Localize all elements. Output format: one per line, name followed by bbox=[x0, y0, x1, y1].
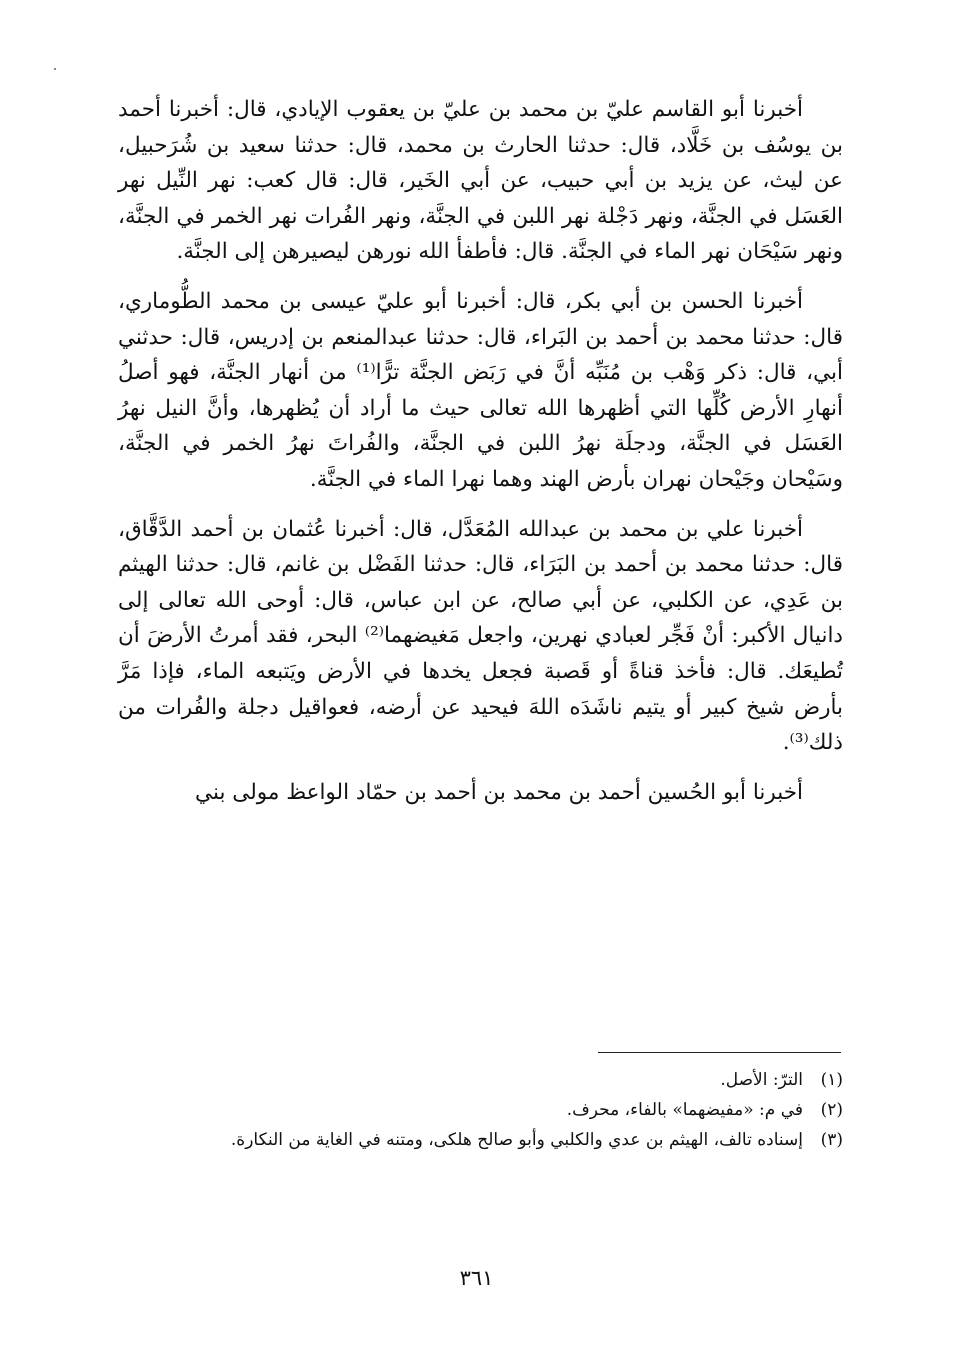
paragraph-1: أخبرنا أبو القاسم عليّ بن محمد بن عليّ بن يعقوب الإيادي، قال: أخبرنا أحمد بن يوسُف بن خَلَّاد، قال: حدثنا الحارث بن محمد، قال: حدثنا سعيد بن شُرَحبيل، عن ليث، عن يزيد بن أبي حبيب، عن أبي الخَير، قال: قال كعب: نهر النِّيل نهر العَسَل في الجنَّة، ونهر دَجْلة نهر اللبن في الجنَّة، ونهر الفُرات نهر الخمر في الجنَّة، ونهر سَيْحَان نهر الماء في الجنَّة. قال: فأطفأ الله نورهن ليصيرهن إلى الجنَّة. bbox=[118, 97, 843, 265]
scan-speck bbox=[54, 68, 56, 70]
footnote-3 bbox=[118, 1125, 843, 1155]
footnote-text: في م: «مفيضهما» بالفاء، محرف. bbox=[566, 1100, 803, 1120]
paragraph-2: أخبرنا الحسن بن أبي بكر، قال: أخبرنا أبو عليّ عيسى بن محمد الطُّوماري، قال: حدثنا محمد بن أحمد بن البَراء، قال: حدثنا عبدالمنعم بن إدريس، قال: حدثني أبي، قال: ذكر وَهْب بن مُنَبِّه أنَّ في رَبَض الجنَّة ترًّا⁽¹⁾ من أنهار الجنَّة، فهو أصلُ أنهارِ الأرض كُلِّها التي أظهرها الله تعالى حيث ما أراد أن يُظهرها، وأنَّ النيل نهرُ العَسَل في الجنَّة، ودجلَة نهرُ اللبن في الجنَّة، والفُراتَ نهرُ الخمر في الجنَّة، وسَيْحان وجَيْحان نهران بأرض الهند وهما نهرا الماء في الجنَّة. bbox=[118, 288, 843, 492]
page-number: ٣٦١ bbox=[459, 1266, 494, 1290]
footnote-divider bbox=[598, 1052, 841, 1053]
footnote-2 bbox=[118, 1095, 843, 1125]
footnote-marker: (٣) bbox=[820, 1130, 843, 1150]
footnote-text: الترّ: الأصل. bbox=[720, 1070, 803, 1090]
footnote-1 bbox=[118, 1065, 843, 1095]
paragraph-4: أخبرنا أبو الحُسين أحمد بن محمد بن أحمد بن حمّاد الواعظ مولى بني bbox=[195, 779, 803, 805]
footnotes-block bbox=[118, 1065, 843, 1155]
footnote-text: إسناده تالف، الهيثم بن عدي والكلبي وأبو صالح هلكى، ومتنه في الغاية من النكارة. bbox=[230, 1130, 803, 1150]
paragraph-3: أخبرنا علي بن محمد بن عبدالله المُعَدَّل، قال: أخبرنا عُثمان بن أحمد الدَّقَّاق، قال: حدثنا محمد بن أحمد بن البَرَاء، قال: حدثنا الفَضْل بن غانم، قال: حدثنا الهيثم بن عَدِي، عن الكلبي، عن أبي صالح، عن ابن عباس، قال: أوحى الله تعالى إلى دانيال الأكبر: أنْ فَجِّر لعبادي نهرين، واجعل مَغيضهما⁽²⁾ البحر، فقد أمرتُ الأرضَ أن تُطيعَك. قال: فأخذ قناةً أو قَصبة فجعل يخدها في الأرض ويَتبعه الماء، فإذا مَرَّ بأرض شيخ كبير أو يتيم ناشَدَه اللهَ فيحيد عن أرضه، فعواقيل دجلة والفُرات من ذلك⁽³⁾. bbox=[118, 516, 843, 756]
main-text-block bbox=[118, 92, 843, 810]
footnote-marker: (١) bbox=[820, 1070, 843, 1090]
footnote-marker: (٢) bbox=[820, 1100, 843, 1120]
